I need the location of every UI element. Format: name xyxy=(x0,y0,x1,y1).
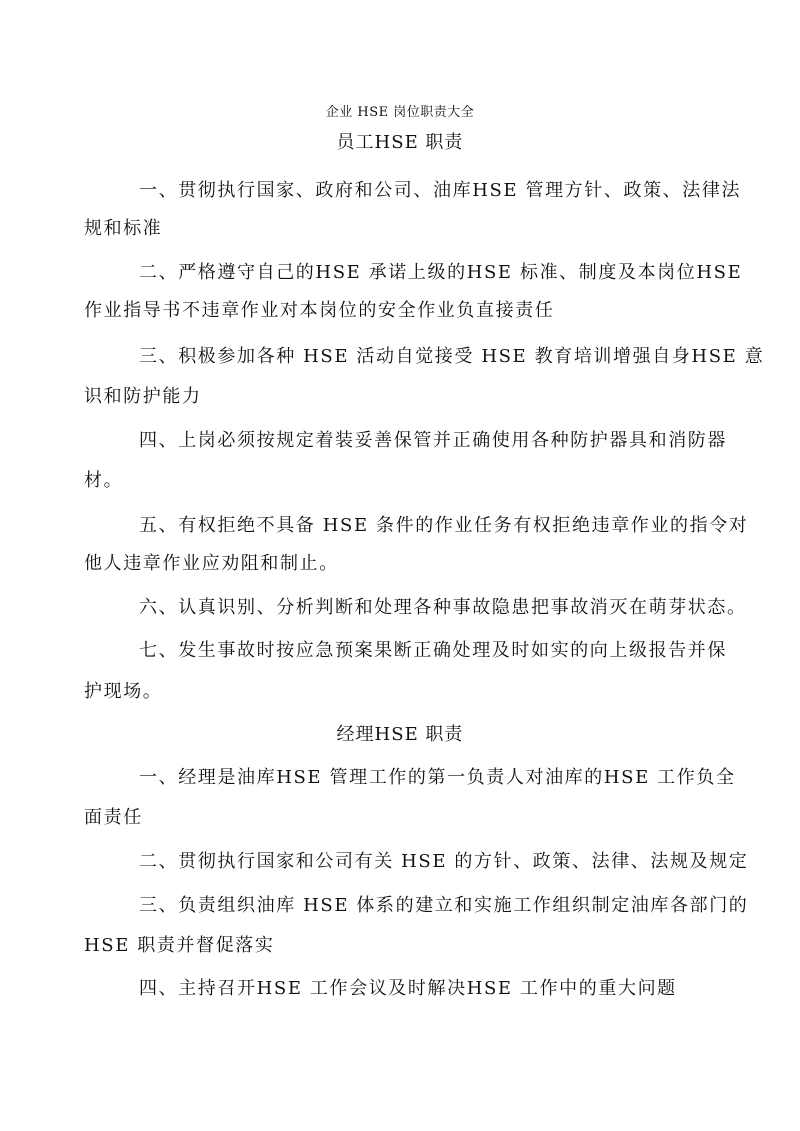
paragraph-line: 三、积极参加各种 HSE 活动自觉接受 HSE 教育培训增强自身HSE 意 xyxy=(139,346,765,367)
paragraph-line: 识和防护能力 xyxy=(84,386,202,407)
paragraph-line: HSE 职责并督促落实 xyxy=(84,935,275,956)
paragraph-line: 一、经理是油库HSE 管理工作的第一负责人对油库的HSE 工作负全 xyxy=(139,767,736,788)
paragraph-line: 四、主持召开HSE 工作会议及时解决HSE 工作中的重大问题 xyxy=(139,978,677,999)
paragraph-line: 六、认真识别、分析判断和处理各种事故隐患把事故消灭在萌芽状态。 xyxy=(139,597,747,618)
section-title-manager: 经理HSE 职责 xyxy=(336,724,464,745)
paragraph-line: 二、贯彻执行国家和公司有关 HSE 的方针、政策、法律、法规及规定 xyxy=(139,851,749,872)
paragraph-line: 护现场。 xyxy=(84,681,163,702)
paragraph-line: 规和标准 xyxy=(84,218,163,239)
document-header-title: 企业 HSE 岗位职责大全 xyxy=(325,105,475,120)
paragraph-line: 一、贯彻执行国家、政府和公司、油库HSE 管理方针、政策、法律法 xyxy=(139,180,742,201)
paragraph-line: 三、负责组织油库 HSE 体系的建立和实施工作组织制定油库各部门的 xyxy=(139,895,749,916)
paragraph-line: 面责任 xyxy=(84,807,143,828)
paragraph-line: 他人违章作业应劝阻和制止。 xyxy=(84,553,339,574)
paragraph-line: 七、发生事故时按应急预案果断正确处理及时如实的向上级报告并保 xyxy=(139,640,727,661)
section-title-employee: 员工HSE 职责 xyxy=(336,132,464,153)
paragraph-line: 二、严格遵守自己的HSE 承诺上级的HSE 标准、制度及本岗位HSE xyxy=(139,262,743,283)
paragraph-line: 材。 xyxy=(84,470,124,491)
paragraph-line: 作业指导书不违章作业对本岗位的安全作业负直接责任 xyxy=(84,300,555,321)
paragraph-line: 五、有权拒绝不具备 HSE 条件的作业任务有权拒绝违章作业的指令对 xyxy=(139,515,749,536)
paragraph-line: 四、上岗必须按规定着装妥善保管并正确使用各种防护器具和消防器 xyxy=(139,430,727,451)
